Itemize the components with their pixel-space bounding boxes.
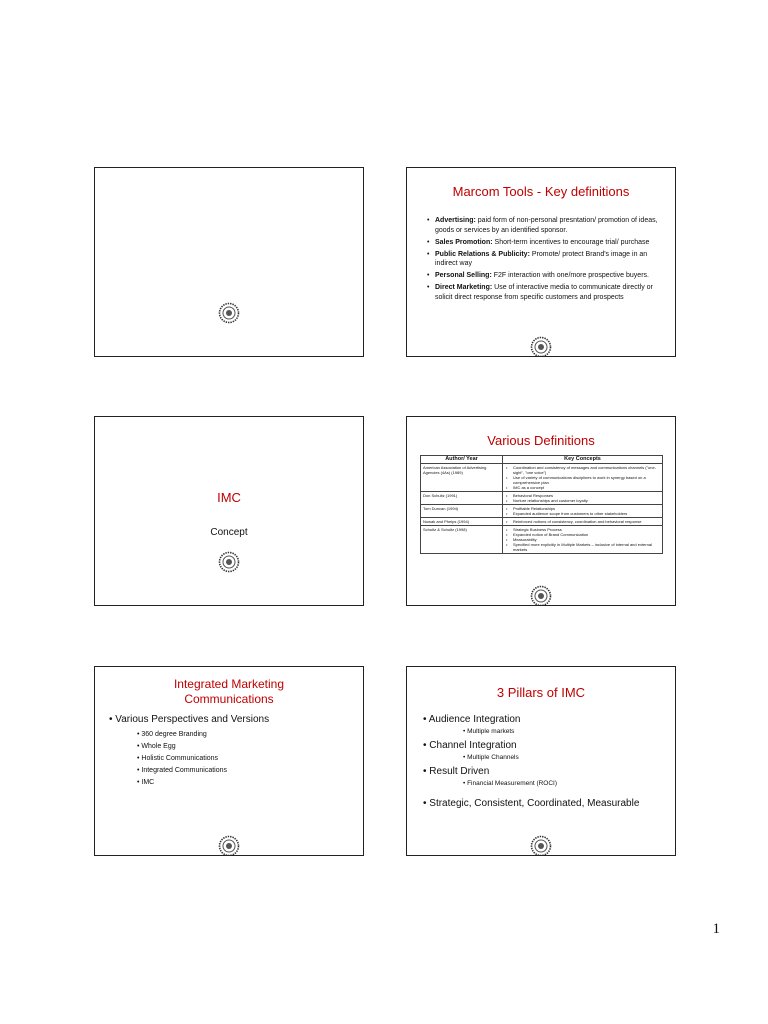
closing-bullet: • Strategic, Consistent, Coordinated, Measurable [423, 798, 640, 809]
seal-logo-icon [218, 835, 240, 856]
slide-title: Marcom Tools - Key definitions [452, 184, 630, 199]
seal-logo-icon [530, 585, 552, 606]
seal-logo-icon [530, 835, 552, 856]
author-cell: American Association of Advertising Agencies (4As) (1989) [421, 464, 503, 492]
pillar-item: • Result Driven [423, 766, 490, 777]
author-cell: Schultz & Schultz (1998) [421, 526, 503, 554]
pillar-item: • Audience Integration [423, 714, 521, 725]
slide-subtitle: Concept [210, 527, 248, 538]
column-header: Author/ Year [421, 456, 503, 464]
concepts-cell: • Reinforced notions of consistency, coordination and behavioral response [503, 518, 663, 526]
versions-list [137, 729, 227, 789]
author-cell: Nowak and Phelps (1994) [421, 518, 503, 526]
list-item: • Whole Egg [137, 743, 176, 750]
column-header: Key Concepts [503, 456, 663, 464]
pillar-item: • Channel Integration [423, 740, 517, 751]
concepts-cell: • Strategic Business Process • Expanded notion of Brand Communication • Measurability • Specified more explicitly in Multiple Markets – inclusive of internal and external markets [503, 526, 663, 554]
list-item: • Sales Promotion: Short-term incentives to encourage trial/ purchase [427, 238, 661, 248]
author-cell: Tom Duncan (1994) [421, 505, 503, 518]
list-item: • IMC [137, 779, 155, 786]
table-row [421, 492, 663, 505]
list-item: • Integrated Communications [137, 767, 227, 774]
page-number: 1 [712, 921, 720, 937]
table-row [421, 505, 663, 518]
slide-title: Various Definitions [487, 433, 595, 448]
list-item: • Holistic Communications [137, 755, 219, 762]
definitions-list [427, 216, 661, 305]
slide-title: 3 Pillars of IMC [496, 685, 586, 700]
list-item: • 360 degree Branding [137, 731, 207, 738]
concepts-cell: • Coordination and consistency of messages and communications channels ("one-sight", "one voice") • Use of variety of communications disciplines to work in synergy based on a comprehensive plan • IMC as a concept [503, 464, 663, 492]
list-item: • Public Relations & Publicity: Promote/ protect Brand's image in an indirect way [427, 250, 661, 269]
slide-title: Integrated Marketing Communications [173, 677, 285, 706]
table-header-row [421, 456, 663, 464]
main-bullet: • Various Perspectives and Versions [109, 714, 270, 725]
pillar-subitem: • Financial Measurement (ROCI) [463, 780, 558, 787]
list-item: • Advertising: paid form of non-personal presntation/ promotion of ideas, goods or services by an identified sponsor. [427, 216, 661, 235]
slide-various-definitions [406, 416, 676, 606]
table-row [421, 518, 663, 526]
pillar-subitem: • Multiple Channels [463, 754, 519, 761]
pillar-subitem: • Multiple markets [463, 728, 515, 735]
seal-logo-icon [218, 551, 240, 573]
slide-integrated-marketing [94, 666, 364, 856]
author-cell: Don Schultz (1991) [421, 492, 503, 505]
seal-logo-icon [530, 336, 552, 357]
slide-marcom-tools [406, 167, 676, 357]
table-row [421, 526, 663, 554]
list-item: • Direct Marketing: Use of interactive media to communicate directly or solicit direct response from specific customers and prospects [427, 283, 661, 302]
slide-imc-concept [94, 416, 364, 606]
list-item: • Personal Selling: F2F interaction with one/more prospective buyers. [427, 271, 661, 281]
slide-1 [94, 167, 364, 357]
pillars-list [423, 713, 663, 810]
slide-title: IMC [217, 490, 241, 505]
concepts-cell: • Profitable Relationships • Expanded audience scope from customers to other stakeholders [503, 505, 663, 518]
definitions-table [420, 455, 663, 554]
seal-logo-icon [218, 302, 240, 324]
slide-3-pillars [406, 666, 676, 856]
concepts-cell: • Behavioral Responses • Nurture relationships and customer loyalty [503, 492, 663, 505]
table-row [421, 464, 663, 492]
